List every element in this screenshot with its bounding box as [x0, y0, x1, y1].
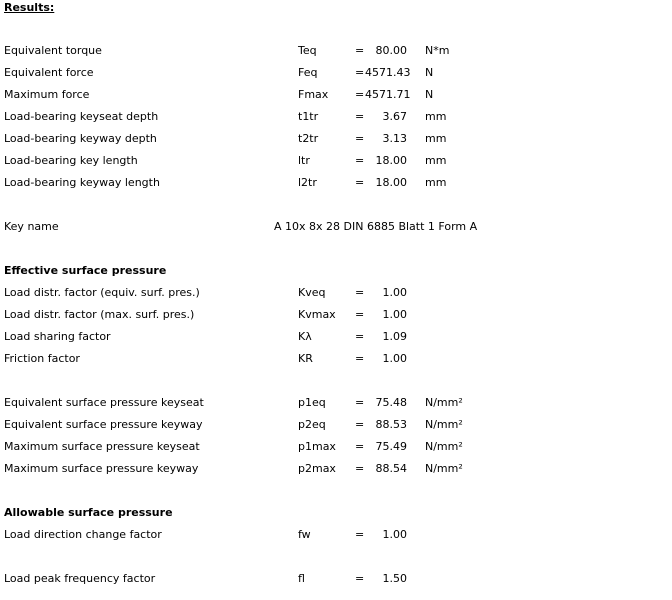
result-row — [0, 304, 672, 326]
row-value: 1.00 — [382, 528, 407, 541]
result-row — [0, 348, 672, 370]
row-unit: N — [425, 66, 434, 79]
row-unit: N — [425, 88, 434, 101]
key-name-label: Key name — [4, 220, 59, 233]
effective-pressure-heading: Effective surface pressure — [4, 264, 167, 277]
row-equals: = — [355, 110, 365, 123]
row-label: Equivalent torque — [4, 44, 102, 57]
row-unit: N/mm² — [425, 396, 463, 409]
result-row — [0, 458, 672, 480]
row-value: 1.00 — [382, 286, 407, 299]
row-symbol: ltr — [298, 154, 310, 167]
result-row — [0, 524, 672, 546]
row-value: 1.09 — [382, 330, 407, 343]
result-row — [0, 150, 672, 172]
result-row — [0, 414, 672, 436]
row-label: Load distr. factor (max. surf. pres.) — [4, 308, 195, 321]
row-equals: = — [355, 330, 365, 343]
row-unit: N*m — [425, 44, 450, 57]
row-label: Load-bearing keyseat depth — [4, 110, 159, 123]
result-row — [0, 106, 672, 128]
row-symbol: Fmax — [298, 88, 329, 101]
row-symbol: p2eq — [298, 418, 326, 431]
row-value: 18.00 — [375, 176, 407, 189]
row-equals: = — [355, 528, 365, 541]
row-label: Load-bearing key length — [4, 154, 138, 167]
result-row — [0, 172, 672, 194]
key-name-row — [0, 216, 672, 238]
result-row — [0, 568, 672, 590]
result-row — [0, 436, 672, 458]
row-value: 80.00 — [375, 44, 407, 57]
row-symbol: l2tr — [298, 176, 317, 189]
row-value: 3.67 — [382, 110, 407, 123]
row-label: Friction factor — [4, 352, 80, 365]
row-label: Load-bearing keyway depth — [4, 132, 157, 145]
row-symbol: KR — [298, 352, 313, 365]
row-label: Equivalent surface pressure keyway — [4, 418, 203, 431]
row-symbol: Teq — [298, 44, 317, 57]
row-equals: = — [355, 176, 365, 189]
result-row — [0, 84, 672, 106]
row-symbol: fw — [298, 528, 311, 541]
row-symbol: p2max — [298, 462, 336, 475]
row-label: Maximum force — [4, 88, 90, 101]
row-label: Load-bearing keyway length — [4, 176, 160, 189]
row-symbol: Kλ — [298, 330, 312, 343]
row-symbol: p1max — [298, 440, 336, 453]
row-value: 88.53 — [375, 418, 407, 431]
row-equals: = — [355, 286, 365, 299]
row-symbol: p1eq — [298, 396, 326, 409]
row-equals: = — [355, 396, 365, 409]
allowable-pressure-heading: Allowable surface pressure — [4, 506, 173, 519]
row-equals: = — [355, 154, 365, 167]
row-equals: = — [355, 572, 365, 585]
row-unit: N/mm² — [425, 440, 463, 453]
row-unit: N/mm² — [425, 418, 463, 431]
row-value: 75.49 — [375, 440, 407, 453]
row-label: Load peak frequency factor — [4, 572, 156, 585]
row-symbol: t2tr — [298, 132, 319, 145]
row-equals: = — [355, 132, 365, 145]
row-value: 75.48 — [375, 396, 407, 409]
row-unit: mm — [425, 132, 447, 145]
result-row — [0, 62, 672, 84]
result-row — [0, 40, 672, 62]
row-label: Load direction change factor — [4, 528, 162, 541]
row-label: Equivalent surface pressure keyseat — [4, 396, 204, 409]
row-equals: = — [355, 462, 365, 475]
result-row — [0, 326, 672, 348]
row-symbol: Feq — [298, 66, 318, 79]
row-value: 1.00 — [382, 308, 407, 321]
row-label: Maximum surface pressure keyseat — [4, 440, 200, 453]
row-equals: = — [355, 66, 365, 79]
row-unit: mm — [425, 154, 447, 167]
row-value: 18.00 — [375, 154, 407, 167]
result-row — [0, 392, 672, 414]
row-value: 3.13 — [382, 132, 407, 145]
results-title: Results: — [4, 1, 55, 14]
row-unit: mm — [425, 176, 447, 189]
row-label: Load sharing factor — [4, 330, 111, 343]
row-equals: = — [355, 44, 365, 57]
result-row — [0, 282, 672, 304]
row-symbol: fl — [298, 572, 305, 585]
row-symbol: Kvmax — [298, 308, 336, 321]
row-equals: = — [355, 418, 365, 431]
row-equals: = — [355, 352, 365, 365]
row-symbol: Kveq — [298, 286, 326, 299]
row-unit: mm — [425, 110, 447, 123]
row-value: 1.50 — [382, 572, 407, 585]
row-value: 88.54 — [375, 462, 407, 475]
row-equals: = — [355, 308, 365, 321]
row-value: 4571.43 — [365, 66, 411, 79]
row-value: 4571.71 — [365, 88, 411, 101]
row-symbol: t1tr — [298, 110, 319, 123]
row-equals: = — [355, 88, 365, 101]
row-value: 1.00 — [382, 352, 407, 365]
result-row — [0, 128, 672, 150]
row-unit: N/mm² — [425, 462, 463, 475]
row-equals: = — [355, 440, 365, 453]
key-name-value: A 10x 8x 28 DIN 6885 Blatt 1 Form A — [274, 220, 478, 233]
row-label: Load distr. factor (equiv. surf. pres.) — [4, 286, 200, 299]
row-label: Maximum surface pressure keyway — [4, 462, 199, 475]
row-label: Equivalent force — [4, 66, 94, 79]
